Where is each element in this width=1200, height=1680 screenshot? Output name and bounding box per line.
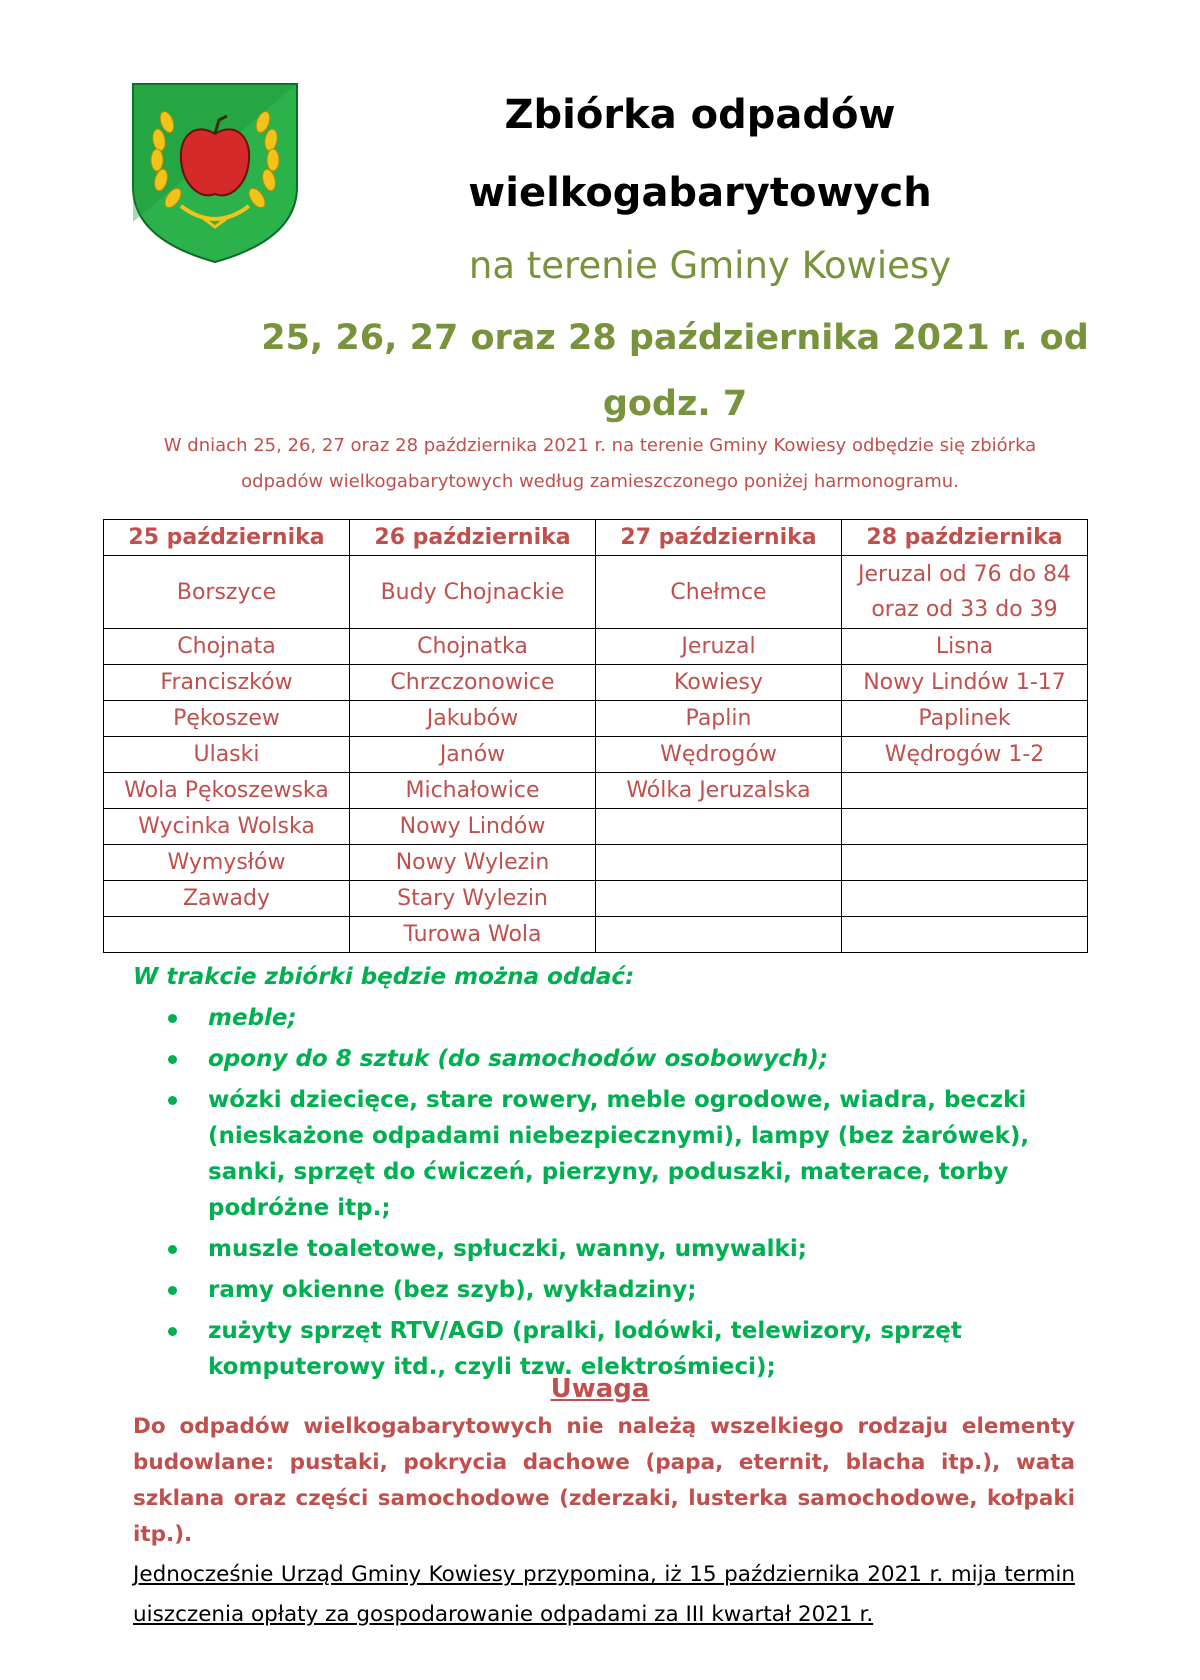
table-cell: Chojnatka — [350, 629, 596, 665]
table-cell: Borszyce — [104, 556, 350, 629]
list-item — [150, 1041, 1080, 1077]
list-item-text: opony do 8 sztuk (do samochodów osobowych); — [208, 1046, 829, 1072]
table-cell: Nowy Wylezin — [350, 845, 596, 881]
table-cell: Ulaski — [104, 737, 350, 773]
table-cell: Chełmce — [596, 556, 842, 629]
table-cell: Nowy Lindów 1-17 — [842, 665, 1088, 701]
table-cell: Wędrogów 1-2 — [842, 737, 1088, 773]
table-cell — [596, 917, 842, 953]
schedule-header-cell: 28 października — [842, 520, 1088, 556]
table-cell — [842, 773, 1088, 809]
table-row — [104, 629, 1088, 665]
table-cell: Michałowice — [350, 773, 596, 809]
table-row — [104, 809, 1088, 845]
gmina-coat-of-arms — [131, 82, 299, 264]
table-cell: Jakubów — [350, 701, 596, 737]
bullet-icon — [168, 1286, 177, 1295]
table-cell — [842, 809, 1088, 845]
list-item-text: wózki dziecięce, stare rowery, meble ogrodowe, wiadra, beczki (nieskażone odpadami niebezpiecznymi), lampy (bez żarówek), sanki, sprzęt do ćwiczeń, pierzyny, poduszki, materace, torby podróżne itp.; — [208, 1087, 1030, 1221]
table-cell: Jeruzal — [596, 629, 842, 665]
table-cell — [596, 809, 842, 845]
table-cell: Stary Wylezin — [350, 881, 596, 917]
table-cell: Pękoszew — [104, 701, 350, 737]
table-cell: Wędrogów — [596, 737, 842, 773]
list-item-text: muszle toaletowe, spłuczki, wanny, umywalki; — [208, 1236, 807, 1262]
schedule-header-cell: 26 października — [350, 520, 596, 556]
bullet-icon — [168, 1055, 177, 1064]
table-cell: Paplinek — [842, 701, 1088, 737]
notice-title: Uwaga — [550, 1374, 650, 1404]
table-cell: Zawady — [104, 881, 350, 917]
list-item-text: meble; — [208, 1005, 297, 1031]
table-row — [104, 773, 1088, 809]
table-cell: Nowy Lindów — [350, 809, 596, 845]
accepted-items-list — [150, 1000, 1080, 1390]
table-row — [104, 556, 1088, 629]
schedule-header-cell: 25 października — [104, 520, 350, 556]
collection-dates: 25, 26, 27 oraz 28 października 2021 r. od godz. 7 — [261, 318, 1089, 424]
page-title-line-2: wielkogabarytowych — [468, 170, 932, 216]
table-cell: Wymysłów — [104, 845, 350, 881]
table-cell — [842, 845, 1088, 881]
table-cell — [596, 881, 842, 917]
bullet-icon — [168, 1014, 177, 1023]
list-item — [150, 1272, 1080, 1308]
bullet-icon — [168, 1096, 177, 1105]
table-cell — [842, 881, 1088, 917]
list-item — [150, 1000, 1080, 1036]
table-cell: Chrzczonowice — [350, 665, 596, 701]
table-row — [104, 881, 1088, 917]
bullet-icon — [168, 1327, 177, 1336]
table-cell — [596, 845, 842, 881]
table-cell: Turowa Wola — [350, 917, 596, 953]
table-row — [104, 665, 1088, 701]
table-cell: Wola Pękoszewska — [104, 773, 350, 809]
schedule-table — [103, 519, 1088, 953]
table-row — [104, 845, 1088, 881]
list-item — [150, 1231, 1080, 1267]
table-cell: Paplin — [596, 701, 842, 737]
notice-body: Do odpadów wielkogabarytowych nie należą wszelkiego rodzaju elementy budowlane: pustaki, pokrycia dachowe (papa, eternit, blacha itp.), wata szklana oraz części samochodowe (zderzaki, lusterka samochodowe, kołpaki itp.). — [133, 1414, 1075, 1547]
table-row — [104, 917, 1088, 953]
table-cell: Wólka Jeruzalska — [596, 773, 842, 809]
payment-reminder: Jednocześnie Urząd Gminy Kowiesy przypomina, iż 15 października 2021 r. mija termin uiszczenia opłaty za gospodarowanie odpadami za III kwartał 2021 r. — [133, 1562, 1075, 1627]
table-cell: Lisna — [842, 629, 1088, 665]
bullet-icon — [168, 1245, 177, 1254]
table-row — [104, 701, 1088, 737]
table-cell: Chojnata — [104, 629, 350, 665]
table-cell: Jeruzal od 76 do 84 oraz od 33 do 39 — [842, 556, 1088, 629]
list-item-text: zużyty sprzęt RTV/AGD (pralki, lodówki, telewizory, sprzęt komputerowy itd., czyli tzw. elektrośmieci); — [208, 1318, 962, 1380]
table-cell: Janów — [350, 737, 596, 773]
list-item-text: ramy okienne (bez szyb), wykładziny; — [208, 1277, 697, 1303]
page-subtitle: na terenie Gminy Kowiesy — [468, 244, 952, 287]
table-cell: Wycinka Wolska — [104, 809, 350, 845]
table-cell — [104, 917, 350, 953]
schedule-header-row — [104, 520, 1088, 556]
page-title-line-1: Zbiórka odpadów — [504, 92, 896, 138]
list-item — [150, 1082, 1080, 1226]
accepted-items-heading: W trakcie zbiórki będzie można oddać: — [133, 964, 635, 990]
table-cell — [842, 917, 1088, 953]
intro-text: W dniach 25, 26, 27 oraz 28 października 2021 r. na terenie Gminy Kowiesy odbędzie się zbiórka odpadów wielkogabarytowych według zamieszczonego poniżej harmonogramu. — [163, 435, 1037, 492]
table-cell: Franciszków — [104, 665, 350, 701]
schedule-header-cell: 27 października — [596, 520, 842, 556]
table-cell: Budy Chojnackie — [350, 556, 596, 629]
table-row — [104, 737, 1088, 773]
table-cell: Kowiesy — [596, 665, 842, 701]
